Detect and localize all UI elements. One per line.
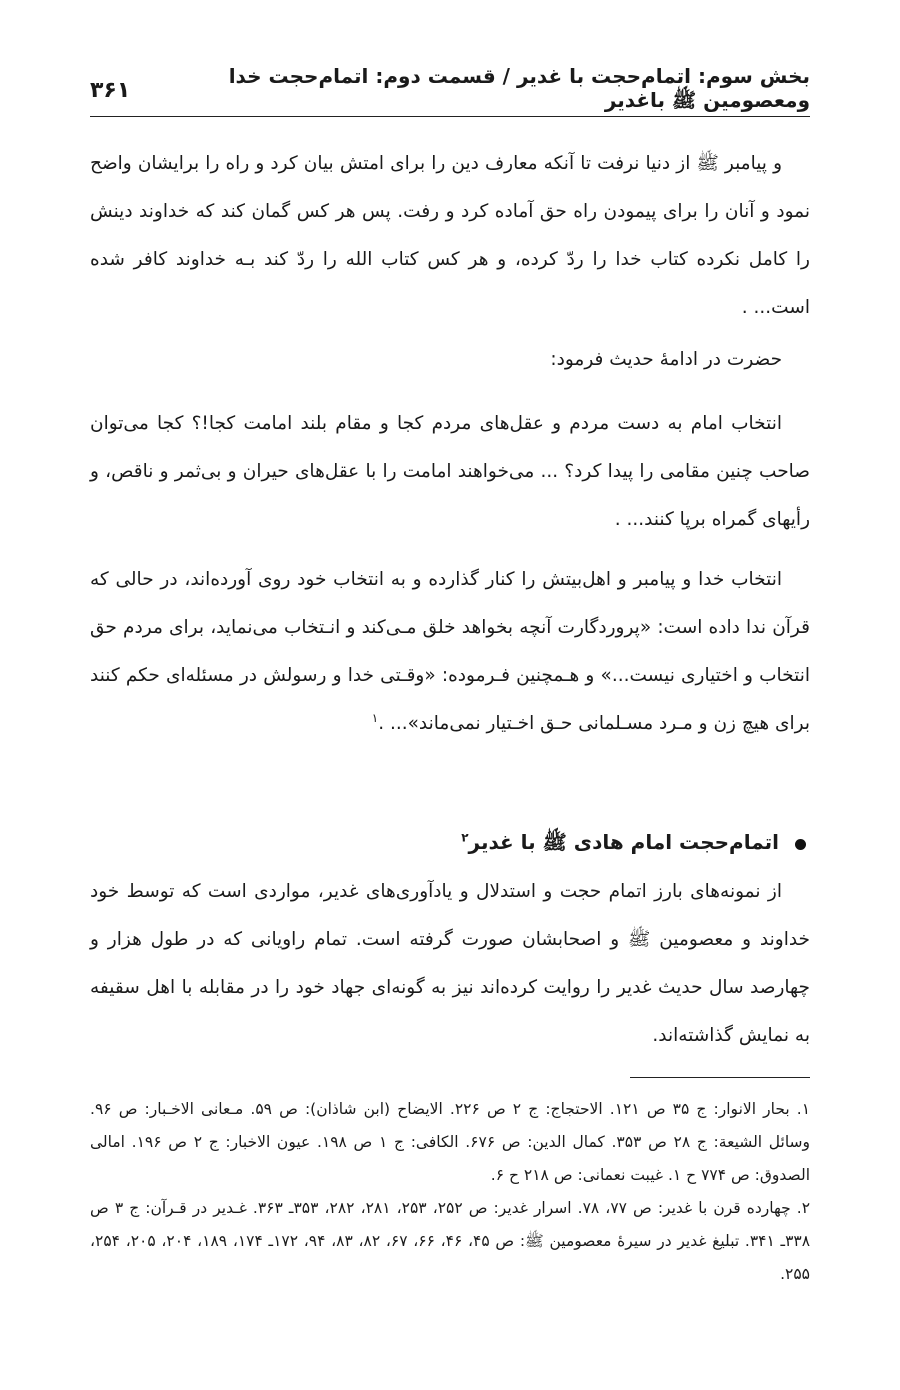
footnote-reference: ۲ (461, 829, 469, 844)
paragraph-text: حضرت در ادامهٔ حدیث فرمود: (550, 349, 782, 370)
header-divider (90, 116, 810, 117)
paragraph-text: انتخاب خدا و پیامبر و اهل‌بیتش را کنار گذارده و به انتخاب خود روی آورده‌اند، در حالی که قرآن ندا داده است: «پروردگارت آنچه بخواهد خلق مـی‌کند و انـتخاب می‌نماید، برای مردم حق انتخاب و اختیاری نیست...» و هـمچنین فـرموده: «وقـتی خدا و رسولش در مسئله‌ای حکم کنند برای هیچ زن و مـرد مسـلمانی حـق اخـتیار نمی‌ماند»... . (90, 569, 810, 734)
footnote-divider (630, 1077, 810, 1078)
bullet-icon (795, 839, 806, 850)
footnote-1: ۱. بحار الانوار: ج ۳۵ ص ۱۲۱. الاحتجاج: ج ۲ ص ۲۲۶. الایضاح (ابن شاذان): ص ۵۹. مـعانی الاخـبار: ص ۹۶. وسائل الشیعة: ج ۲۸ ص ۳۵۳. کمال الدین: ص ۶۷۶. الکافی: ج ۱ ص ۱۹۸. عیون الاخبار: ج ۲ ص ۱۹۶. امالی الصدوق: ص ۷۷۴ ح ۱. غیبت نعمانی: ص ۲۱۸ ح ۶. (90, 1100, 811, 1184)
heading-text (461, 830, 779, 859)
paragraph-text: انتخاب امام به دست مردم و عقل‌های مردم کجا و مقام بلند امامت کجا!؟ کجا می‌توان صاحب چنین مقامی را پیدا کرد؟ ... می‌خواهند امامت را با عقل‌های حیران و بی‌ثمر و ناقص، و رأیهای گمراه برپا کنند... . (90, 413, 810, 530)
header-title: بخش سوم: اتمام‌حجت با غدیر / قسمت دوم: اتمام‌حجت خدا ومعصومین ﷺ باغدیر (228, 63, 810, 112)
paragraph-5 (90, 868, 810, 1060)
page-number: ۳۶۱ (90, 77, 131, 103)
paragraph-3 (90, 400, 810, 544)
footnote-2: ۲. چهارده قرن با غدیر: ص ۷۷، ۷۸. اسرار غدیر: ص ۲۵۲، ۲۵۳، ۲۸۱، ۲۸۲، ۳۵۳ـ ۳۶۳. غـدیر در قـرآن: ج ۳ ص ۳۳۸ـ ۳۴۱. تبلیغ غدیر در سیرهٔ معصومین ﷺ: ص ۴۵، ۴۶، ۶۶، ۶۷، ۸۲، ۸۳، ۹۴، ۱۷۲ـ ۱۷۴، ۱۸۹، ۲۰۴، ۲۰۵، ۲۵۴، ۲۵۵. (90, 1199, 811, 1283)
running-header (90, 63, 810, 112)
footnotes (90, 1093, 810, 1291)
footnote-reference: ۱ (371, 710, 379, 725)
paragraph-text: از نمونه‌های بارز اتمام حجت و استدلال و یادآوری‌های غدیر، مواردی است که توسط خود خداوند و معصومین ﷺ و اصحابشان صورت گرفته است. تمام راویانی که در طول هزار و چهارصد سال حدیث غدیر را روایت کرده‌اند نیز به گونه‌ای جهاد خود را در مقابله با اهل سقیفه به نمایش گذاشته‌اند. (90, 881, 810, 1046)
section-heading (90, 826, 810, 862)
paragraph-4 (90, 556, 810, 748)
paragraph-text: و پیامبر ﷺ از دنیا نرفت تا آنکه معارف دین را برای امتش بیان کرد و راه را برایشان واضح نمود و آنان را برای پیمودن راه حق آماده کرد و رفت. پس هر کس گمان کند که خداوند دینش را کامل نکرده کتاب خدا را ردّ کرده، و هر کس کتاب الله را ردّ کند بـه خداوند کافر شده است... . (90, 153, 810, 318)
paragraph-1 (90, 140, 810, 332)
paragraph-2 (90, 336, 810, 384)
heading-label: اتمام‌حجت امام هادی ﷺ با غدیر (468, 829, 779, 854)
paragraph-container (90, 556, 810, 748)
